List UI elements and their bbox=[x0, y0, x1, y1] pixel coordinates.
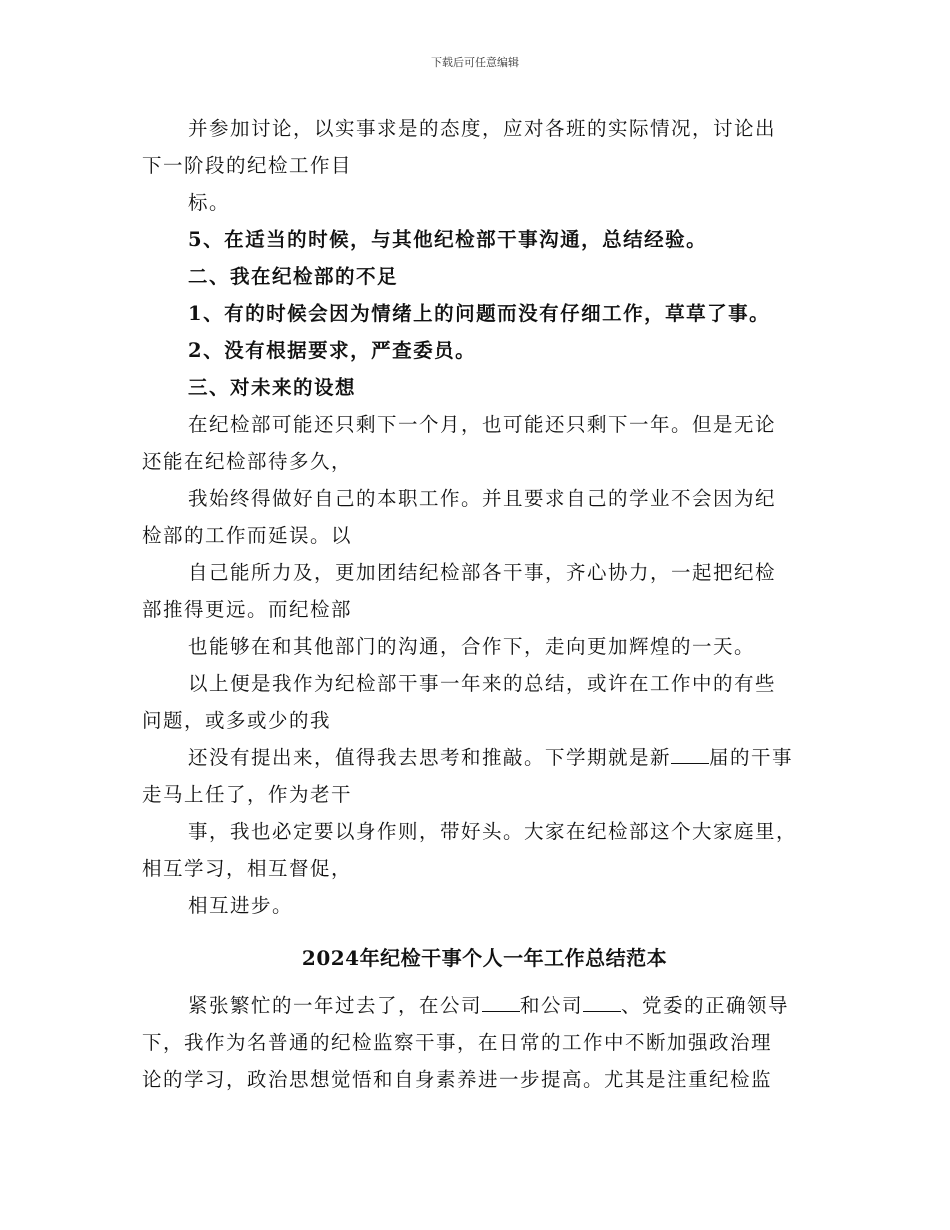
paragraph-line: 检部的工作而延误。以 bbox=[142, 524, 353, 547]
text-segment: 还没有提出来，值得我去思考和推敲。下学期就是新 bbox=[188, 746, 672, 769]
section-heading: 三、对未来的设想 bbox=[188, 376, 357, 399]
paragraph-line: 相互进步。 bbox=[188, 894, 294, 917]
paragraph-line: 问题，或多或少的我 bbox=[142, 709, 332, 732]
paragraph-line: 在纪检部可能还只剩下一个月，也可能还只剩下一年。但是无论 bbox=[188, 413, 777, 436]
blank-underline bbox=[482, 993, 520, 1012]
paragraph-line: 还能在纪检部待多久， bbox=[142, 450, 353, 473]
paragraph-line: 也能够在和其他部门的沟通，合作下，走向更加辉煌的一天。 bbox=[188, 635, 756, 658]
paragraph-line: 相互学习，相互督促， bbox=[142, 857, 353, 880]
document-title: 2024年纪检干事个人一年工作总结范本 bbox=[301, 946, 668, 970]
section-heading: 二、我在纪检部的不足 bbox=[188, 265, 399, 288]
paragraph-line bbox=[142, 739, 827, 776]
paragraph-line: 我始终得做好自己的本职工作。并且要求自己的学业不会因为纪 bbox=[188, 487, 777, 510]
blank-underline bbox=[583, 993, 621, 1012]
paragraph-line: 下，我作为名普通的纪检监察干事，在日常的工作中不断加强政治理 bbox=[142, 1031, 773, 1054]
paragraph-line: 以上便是我作为纪检部干事一年来的总结，或许在工作中的有些 bbox=[188, 672, 777, 695]
paragraph-line: 部推得更远。而纪检部 bbox=[142, 598, 353, 621]
list-item: 1、有的时候会因为情绪上的问题而没有仔细工作，草草了事。 bbox=[188, 302, 771, 325]
paragraph-line: 标。 bbox=[188, 191, 231, 214]
paragraph-line bbox=[142, 987, 827, 1024]
blank-underline bbox=[671, 745, 709, 764]
list-item: 2、没有根据要求，严查委员。 bbox=[188, 339, 477, 362]
list-item: 5、在适当的时候，与其他纪检部干事沟通，总结经验。 bbox=[188, 228, 708, 251]
paragraph-line: 自己能所力及，更加团结纪检部各干事，齐心协力，一起把纪检 bbox=[188, 561, 777, 584]
paragraph-line: 事，我也必定要以身作则，带好头。大家在纪检部这个大家庭里， bbox=[188, 820, 798, 843]
paragraph-line: 走马上任了，作为老干 bbox=[142, 783, 353, 806]
text-segment: 紧张繁忙的一年过去了，在公司 bbox=[188, 994, 483, 1017]
text-segment: 、党委的正确领导 bbox=[621, 994, 790, 1017]
paragraph-line: 并参加讨论，以实事求是的态度，应对各班的实际情况，讨论出 bbox=[188, 117, 777, 140]
paragraph-line: 下一阶段的纪检工作目 bbox=[142, 154, 353, 177]
text-segment: 届的干事 bbox=[709, 746, 794, 769]
header-note: 下载后可任意编辑 bbox=[431, 56, 519, 69]
document-body bbox=[142, 110, 827, 1098]
text-segment: 和公司 bbox=[520, 994, 584, 1017]
paragraph-line: 论的学习，政治思想觉悟和自身素养进一步提高。尤其是注重纪检监 bbox=[142, 1068, 773, 1091]
